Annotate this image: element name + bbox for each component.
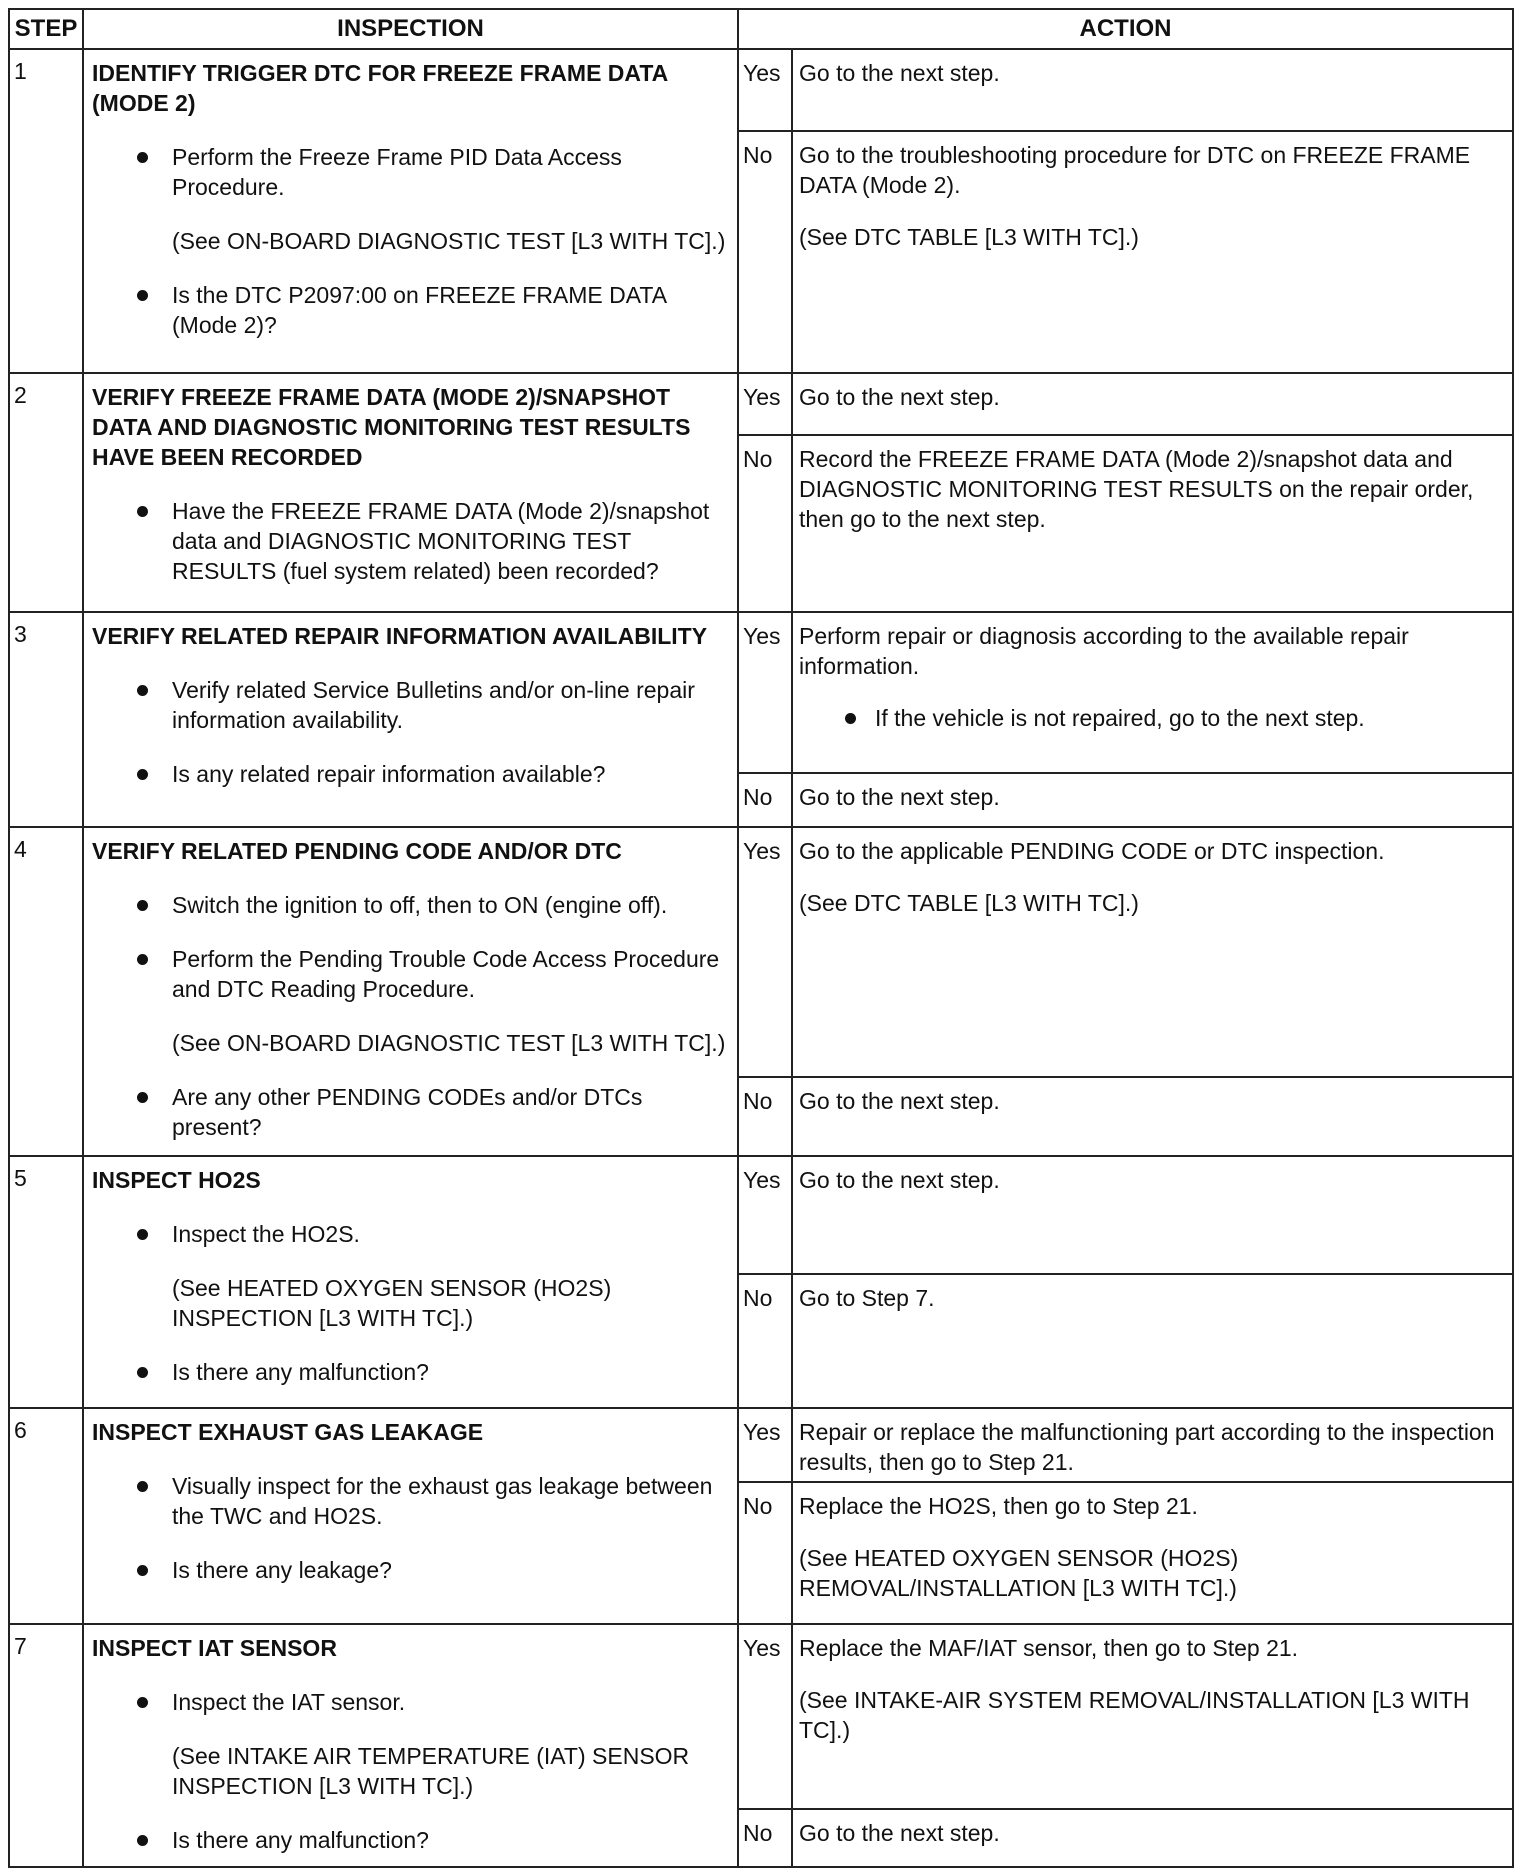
action-text: Replace the HO2S, then go to Step 21. <box>799 1492 1198 1519</box>
step-number: 7 <box>9 1624 83 1867</box>
reference-note: (See INTAKE AIR TEMPERATURE (IAT) SENSOR INSPECTION [L3 WITH TC].) <box>172 1743 690 1800</box>
no-action-cell <box>792 1274 1513 1408</box>
header-inspection: INSPECTION <box>83 9 738 49</box>
bullet-item: Perform the Pending Trouble Code Access Procedure and DTC Reading Procedure. <box>92 944 729 1004</box>
bullet-item: Is there any malfunction? <box>92 1825 729 1855</box>
inspection-title: VERIFY RELATED PENDING CODE AND/OR DTC <box>92 837 622 864</box>
bullet-item: Is there any leakage? <box>92 1555 729 1585</box>
action-text: Go to the next step. <box>799 384 1000 411</box>
reference-note: (See HEATED OXYGEN SENSOR (HO2S) INSPECTION [L3 WITH TC].) <box>172 1275 612 1332</box>
action-text: Go to the troubleshooting procedure for DTC on FREEZE FRAME DATA (Mode 2). <box>799 142 1471 198</box>
action-text: Repair or replace the malfunctioning part according to the inspection results, then go to Step 21. <box>799 1418 1495 1475</box>
inspection-title: INSPECT HO2S <box>92 1167 261 1194</box>
inspection-cell <box>83 1156 738 1408</box>
inspection-title: VERIFY FREEZE FRAME DATA (MODE 2)/SNAPSHOT DATA AND DIAGNOSTIC MONITORING TEST RESULTS HAVE BEEN RECORDED <box>92 384 691 471</box>
bullet-item: Visually inspect for the exhaust gas leakage between the TWC and HO2S. <box>92 1471 729 1531</box>
reference-note: (See ON-BOARD DIAGNOSTIC TEST [L3 WITH TC].) <box>172 228 726 254</box>
step-1-yes-row <box>9 49 1513 131</box>
header-action: ACTION <box>738 9 1513 49</box>
no-action-cell <box>792 773 1513 827</box>
header-step: STEP <box>9 9 83 49</box>
no-label: No <box>738 131 792 373</box>
bullet-item: Have the FREEZE FRAME DATA (Mode 2)/snapshot data and DIAGNOSTIC MONITORING TEST RESULTS (fuel system related) been recorded? <box>92 496 729 586</box>
reference-note: (See ON-BOARD DIAGNOSTIC TEST [L3 WITH TC].) <box>172 1029 726 1056</box>
bullet-item: Are any other PENDING CODEs and/or DTCs present? <box>92 1082 729 1142</box>
bullet-item: Verify related Service Bulletins and/or on-line repair information availability. <box>92 675 729 735</box>
action-bullet: If the vehicle is not repaired, go to the next step. <box>799 703 1506 733</box>
header-row <box>9 9 1513 49</box>
step-number: 3 <box>9 612 83 827</box>
yes-action-cell <box>792 827 1513 1077</box>
no-action-cell <box>792 1077 1513 1156</box>
step-number: 1 <box>9 49 83 373</box>
yes-action-cell <box>792 373 1513 435</box>
yes-action-cell <box>792 1156 1513 1274</box>
bullet-item: Is there any malfunction? <box>92 1357 729 1387</box>
yes-label: Yes <box>738 827 792 1077</box>
bullet-item: Inspect the IAT sensor. <box>92 1687 729 1717</box>
yes-action-cell <box>792 1624 1513 1809</box>
step-5-yes-row <box>9 1156 1513 1274</box>
step-7-yes-row <box>9 1624 1513 1809</box>
inspection-cell <box>83 827 738 1156</box>
step-number: 2 <box>9 373 83 612</box>
diagnostic-procedure-document <box>8 8 1512 1868</box>
yes-label: Yes <box>738 612 792 773</box>
reference-note: (See HEATED OXYGEN SENSOR (HO2S) REMOVAL/INSTALLATION [L3 WITH TC].) <box>799 1544 1239 1601</box>
step-number: 5 <box>9 1156 83 1408</box>
yes-action-cell <box>792 49 1513 131</box>
reference-note: (See INTAKE-AIR SYSTEM REMOVAL/INSTALLATION [L3 WITH TC].) <box>799 1687 1470 1744</box>
no-label: No <box>738 773 792 827</box>
action-text: Go to the next step. <box>799 783 1000 810</box>
yes-label: Yes <box>738 49 792 131</box>
step-2-yes-row <box>9 373 1513 435</box>
step-number: 6 <box>9 1408 83 1625</box>
inspection-title: VERIFY RELATED REPAIR INFORMATION AVAILABILITY <box>92 622 708 649</box>
yes-label: Yes <box>738 1408 792 1482</box>
reference-note: (See DTC TABLE [L3 WITH TC].) <box>799 224 1139 250</box>
no-action-cell <box>792 435 1513 612</box>
yes-label: Yes <box>738 1156 792 1274</box>
no-label: No <box>738 1274 792 1408</box>
step-number: 4 <box>9 827 83 1156</box>
inspection-title: INSPECT EXHAUST GAS LEAKAGE <box>92 1418 484 1445</box>
inspection-cell <box>83 612 738 827</box>
diagnostic-table <box>8 8 1514 1868</box>
inspection-cell <box>83 49 738 373</box>
bullet-item: Is any related repair information available? <box>92 759 729 789</box>
inspection-title: INSPECT IAT SENSOR <box>92 1635 337 1662</box>
yes-action-cell <box>792 1408 1513 1482</box>
action-text: Replace the MAF/IAT sensor, then go to Step 21. <box>799 1635 1299 1662</box>
action-text: Go to the applicable PENDING CODE or DTC inspection. <box>799 837 1385 864</box>
action-text: Go to the next step. <box>799 60 1000 86</box>
step-4-yes-row <box>9 827 1513 1077</box>
no-label: No <box>738 1077 792 1156</box>
no-label: No <box>738 1809 792 1867</box>
no-label: No <box>738 1482 792 1625</box>
action-text: Perform repair or diagnosis according to the available repair information. <box>799 622 1409 679</box>
yes-action-cell <box>792 612 1513 773</box>
action-text: Go to the next step. <box>799 1087 1000 1114</box>
inspection-cell <box>83 1408 738 1625</box>
bullet-item: Perform the Freeze Frame PID Data Access Procedure. <box>92 142 729 202</box>
action-text: Go to the next step. <box>799 1167 1000 1194</box>
bullet-item: Inspect the HO2S. <box>92 1219 729 1249</box>
no-action-cell <box>792 1482 1513 1625</box>
inspection-title: IDENTIFY TRIGGER DTC FOR FREEZE FRAME DATA (MODE 2) <box>92 60 668 116</box>
no-action-cell <box>792 131 1513 373</box>
inspection-cell <box>83 1624 738 1867</box>
step-3-yes-row <box>9 612 1513 773</box>
action-text: Go to Step 7. <box>799 1285 935 1312</box>
action-text: Record the FREEZE FRAME DATA (Mode 2)/snapshot data and DIAGNOSTIC MONITORING TEST RESULTS on the repair order, then go to the next step. <box>799 446 1474 533</box>
no-action-cell <box>792 1809 1513 1867</box>
bullet-item: Is the DTC P2097:00 on FREEZE FRAME DATA (Mode 2)? <box>92 280 729 340</box>
bullet-item: Switch the ignition to off, then to ON (engine off). <box>92 890 729 920</box>
inspection-cell <box>83 373 738 612</box>
action-text: Go to the next step. <box>799 1820 1000 1847</box>
reference-note: (See DTC TABLE [L3 WITH TC].) <box>799 889 1139 916</box>
step-6-yes-row <box>9 1408 1513 1482</box>
yes-label: Yes <box>738 1624 792 1809</box>
no-label: No <box>738 435 792 612</box>
yes-label: Yes <box>738 373 792 435</box>
